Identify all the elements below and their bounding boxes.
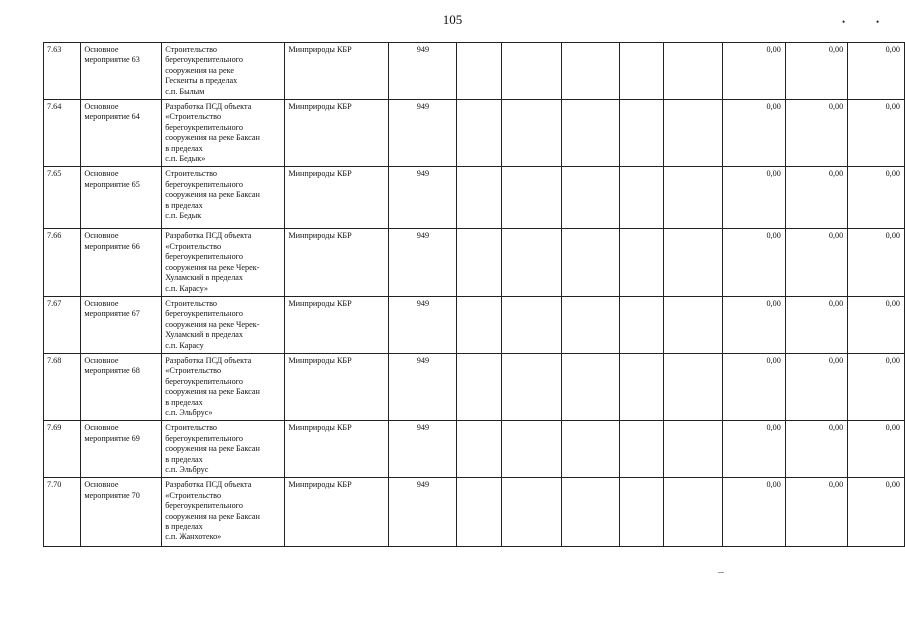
empty-cell xyxy=(561,478,619,547)
table-row xyxy=(44,296,905,353)
row-number-cell: 7.64 xyxy=(44,100,81,167)
amount-cell: 0,00 xyxy=(723,43,785,100)
measure-name-cell: Основное мероприятие 69 xyxy=(81,421,162,478)
corner-mark: • xyxy=(842,17,846,27)
empty-cell xyxy=(664,100,723,167)
amount-cell: 0,00 xyxy=(848,296,905,353)
description-line: сооружения на реке Баксан xyxy=(165,511,260,521)
measure-name-cell: Основное мероприятие 66 xyxy=(81,229,162,296)
amount-cell: 0,00 xyxy=(785,229,847,296)
table-row xyxy=(44,478,905,547)
description-line: «Строительство xyxy=(165,241,222,251)
description-line: Гескенты в пределах xyxy=(165,76,238,86)
amount-cell: 0,00 xyxy=(848,229,905,296)
description-line: Разработка ПСД объекта xyxy=(165,102,252,112)
description-line: с.п. Карасу» xyxy=(165,283,209,293)
empty-cell xyxy=(561,421,619,478)
empty-cell xyxy=(457,478,502,547)
amount-cell: 0,00 xyxy=(848,167,905,229)
measure-name-cell: Основное мероприятие 68 xyxy=(81,353,162,420)
description-cell xyxy=(162,229,285,296)
empty-cell xyxy=(561,167,619,229)
executor-cell: Минприроды КБР xyxy=(285,353,389,420)
description-line: с.п. Карасу xyxy=(165,340,204,350)
empty-cell xyxy=(457,100,502,167)
description-line: берегоукрепительного xyxy=(165,501,243,511)
empty-cell xyxy=(619,43,664,100)
amount-cell: 0,00 xyxy=(785,353,847,420)
row-number-cell: 7.69 xyxy=(44,421,81,478)
amount-cell: 0,00 xyxy=(785,100,847,167)
page-number: 105 xyxy=(442,12,463,27)
table-row xyxy=(44,43,905,100)
budget-code-cell: 949 xyxy=(389,100,457,167)
empty-cell xyxy=(664,421,723,478)
amount-cell: 0,00 xyxy=(785,43,847,100)
empty-cell xyxy=(502,43,562,100)
empty-cell xyxy=(619,478,664,547)
empty-cell xyxy=(561,353,619,420)
budget-code-cell: 949 xyxy=(389,478,457,547)
description-line: сооружения на реке Баксан xyxy=(165,133,260,143)
empty-cell xyxy=(664,478,723,547)
description-line: берегоукрепительного xyxy=(165,179,243,189)
amount-cell: 0,00 xyxy=(723,353,785,420)
description-line: в пределах xyxy=(165,200,203,210)
row-number-cell: 7.68 xyxy=(44,353,81,420)
empty-cell xyxy=(619,353,664,420)
description-line: берегоукрепительного xyxy=(165,252,243,262)
amount-cell: 0,00 xyxy=(723,229,785,296)
empty-cell xyxy=(457,353,502,420)
empty-cell xyxy=(561,229,619,296)
measure-name-cell: Основное мероприятие 65 xyxy=(81,167,162,229)
description-cell xyxy=(162,421,285,478)
description-line: Строительство xyxy=(165,45,217,54)
measure-name-cell: Основное мероприятие 64 xyxy=(81,100,162,167)
amount-cell: 0,00 xyxy=(785,167,847,229)
executor-cell: Минприроды КБР xyxy=(285,296,389,353)
description-line: с.п. Эльбрус» xyxy=(165,407,213,417)
description-line: в пределах xyxy=(165,522,203,532)
description-line: Строительство xyxy=(165,169,217,179)
description-line: Хуламский в пределах xyxy=(165,330,244,340)
executor-cell: Минприроды КБР xyxy=(285,100,389,167)
scan-speck xyxy=(718,572,724,573)
description-line: берегоукрепительного xyxy=(165,376,243,386)
empty-cell xyxy=(664,353,723,420)
description-line: сооружения на реке Черек- xyxy=(165,319,260,329)
empty-cell xyxy=(619,167,664,229)
empty-cell xyxy=(664,296,723,353)
amount-cell: 0,00 xyxy=(848,43,905,100)
description-line: берегоукрепительного xyxy=(165,309,243,319)
description-line: берегоукрепительного xyxy=(165,433,243,443)
budget-code-cell: 949 xyxy=(389,353,457,420)
empty-cell xyxy=(664,167,723,229)
empty-cell xyxy=(502,100,562,167)
table-row xyxy=(44,229,905,296)
budget-code-cell: 949 xyxy=(389,43,457,100)
description-line: сооружения на реке xyxy=(165,65,234,75)
description-line: сооружения на реке Баксан xyxy=(165,387,260,397)
empty-cell xyxy=(561,100,619,167)
description-line: в пределах xyxy=(165,143,203,153)
amount-cell: 0,00 xyxy=(723,421,785,478)
table-row xyxy=(44,353,905,420)
executor-cell: Минприроды КБР xyxy=(285,421,389,478)
corner-mark: • xyxy=(876,17,880,27)
table-row xyxy=(44,100,905,167)
empty-cell xyxy=(502,229,562,296)
description-cell xyxy=(162,478,285,547)
description-line: «Строительство xyxy=(165,490,222,500)
description-line: «Строительство xyxy=(165,112,222,122)
description-line: Разработка ПСД объекта xyxy=(165,480,252,490)
description-line: с.п. Бедык» xyxy=(165,154,206,164)
empty-cell xyxy=(457,229,502,296)
table-row xyxy=(44,167,905,229)
description-line: с.п. Бедык xyxy=(165,211,202,221)
executor-cell: Минприроды КБР xyxy=(285,167,389,229)
empty-cell xyxy=(502,421,562,478)
empty-cell xyxy=(561,43,619,100)
amount-cell: 0,00 xyxy=(785,478,847,547)
amount-cell: 0,00 xyxy=(723,167,785,229)
amount-cell: 0,00 xyxy=(723,100,785,167)
empty-cell xyxy=(619,421,664,478)
description-line: с.п. Эльбрус xyxy=(165,465,209,474)
table-row xyxy=(44,421,905,478)
measure-name-cell: Основное мероприятие 63 xyxy=(81,43,162,100)
measures-table xyxy=(43,42,905,547)
description-line: сооружения на реке Черек- xyxy=(165,262,260,272)
description-line: в пределах xyxy=(165,397,203,407)
empty-cell xyxy=(619,100,664,167)
description-line: Хуламский в пределах xyxy=(165,273,244,283)
description-line: в пределах xyxy=(165,454,203,464)
description-cell xyxy=(162,100,285,167)
empty-cell xyxy=(457,421,502,478)
empty-cell xyxy=(457,167,502,229)
empty-cell xyxy=(664,43,723,100)
description-line: «Строительство xyxy=(165,366,222,376)
amount-cell: 0,00 xyxy=(848,353,905,420)
empty-cell xyxy=(502,478,562,547)
description-line: с.п. Былым xyxy=(165,86,205,96)
description-line: Строительство xyxy=(165,298,217,308)
description-cell xyxy=(162,167,285,229)
amount-cell: 0,00 xyxy=(723,478,785,547)
description-cell xyxy=(162,296,285,353)
empty-cell xyxy=(502,353,562,420)
description-cell xyxy=(162,43,285,100)
empty-cell xyxy=(457,43,502,100)
row-number-cell: 7.70 xyxy=(44,478,81,547)
empty-cell xyxy=(619,296,664,353)
executor-cell: Минприроды КБР xyxy=(285,43,389,100)
budget-code-cell: 949 xyxy=(389,167,457,229)
amount-cell: 0,00 xyxy=(848,421,905,478)
empty-cell xyxy=(502,167,562,229)
table-body xyxy=(44,43,905,547)
measure-name-cell: Основное мероприятие 70 xyxy=(81,478,162,547)
measure-name-cell: Основное мероприятие 67 xyxy=(81,296,162,353)
description-line: сооружения на реке Баксан xyxy=(165,444,260,454)
empty-cell xyxy=(619,229,664,296)
amount-cell: 0,00 xyxy=(723,296,785,353)
description-line: с.п. Жанхотеко» xyxy=(165,532,222,542)
description-line: Строительство xyxy=(165,423,217,433)
row-number-cell: 7.65 xyxy=(44,167,81,229)
empty-cell xyxy=(502,296,562,353)
empty-cell xyxy=(457,296,502,353)
description-line: берегоукрепительного xyxy=(165,122,243,132)
description-cell xyxy=(162,353,285,420)
empty-cell xyxy=(664,229,723,296)
budget-code-cell: 949 xyxy=(389,421,457,478)
description-line: берегоукрепительного xyxy=(165,55,243,65)
description-line: сооружения на реке Баксан xyxy=(165,190,260,200)
amount-cell: 0,00 xyxy=(785,296,847,353)
budget-code-cell: 949 xyxy=(389,229,457,296)
executor-cell: Минприроды КБР xyxy=(285,229,389,296)
description-line: Разработка ПСД объекта xyxy=(165,355,252,365)
executor-cell: Минприроды КБР xyxy=(285,478,389,547)
row-number-cell: 7.66 xyxy=(44,229,81,296)
budget-code-cell: 949 xyxy=(389,296,457,353)
amount-cell: 0,00 xyxy=(785,421,847,478)
row-number-cell: 7.67 xyxy=(44,296,81,353)
description-line: Разработка ПСД объекта xyxy=(165,231,252,241)
amount-cell: 0,00 xyxy=(848,100,905,167)
row-number-cell: 7.63 xyxy=(44,43,81,100)
amount-cell: 0,00 xyxy=(848,478,905,547)
empty-cell xyxy=(561,296,619,353)
